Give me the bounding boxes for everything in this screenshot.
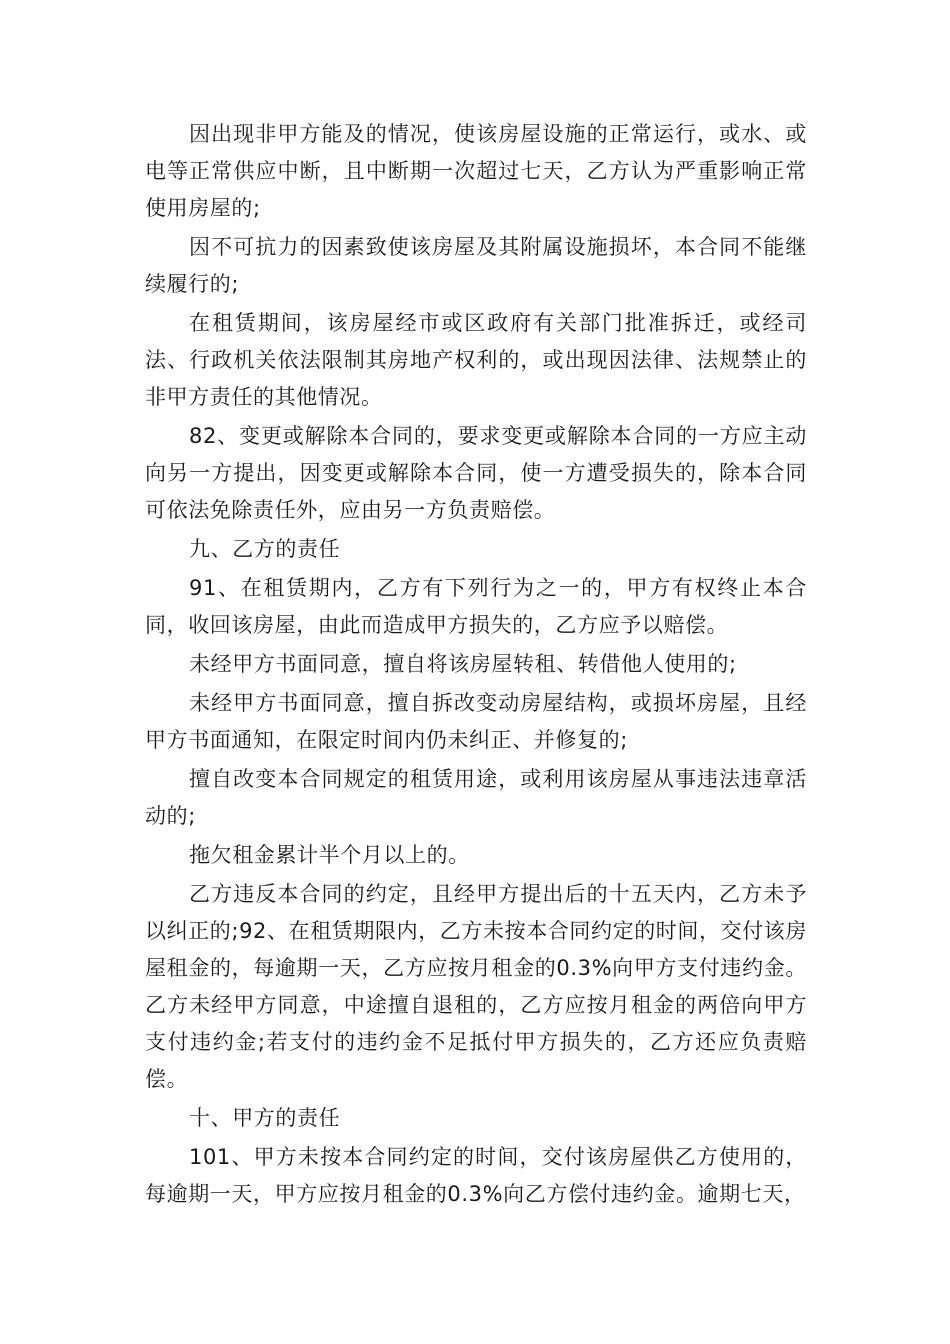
document-body	[145, 116, 807, 1215]
paragraph: 拖欠租金累计半个月以上的。	[189, 843, 470, 867]
section-heading: 九、乙方的责任	[189, 537, 341, 561]
paragraph: 82、变更或解除本合同的，要求变更或解除本合同的一方应主动向另一方提出，因变更或解除本合同，使一方遭受损失的，除本合同可依法免除责任外，应由另一方负责赔偿。	[145, 424, 807, 522]
paragraph: 因不可抗力的因素致使该房屋及其附属设施损坏，本合同不能继续履行的;	[145, 235, 807, 296]
section-heading: 十、甲方的责任	[189, 1106, 341, 1130]
paragraph: 因出现非甲方能及的情况，使该房屋设施的正常运行，或水、或电等正常供应中断，且中断期一次超过七天，乙方认为严重影响正常使用房屋的;	[145, 122, 807, 220]
paragraph: 在租赁期间，该房屋经市或区政府有关部门批准拆迁，或经司法、行政机关依法限制其房地产权利的，或出现因法律、法规禁止的非甲方责任的其他情况。	[145, 311, 807, 409]
paragraph: 未经甲方书面同意，擅自拆改变动房屋结构，或损坏房屋，且经甲方书面通知，在限定时间内仍未纠正、并修复的;	[145, 691, 807, 752]
paragraph: 101、甲方未按本合同约定的时间，交付该房屋供乙方使用的，每逾期一天，甲方应按月租金的0.3%向乙方偿付违约金。逾期七天，	[145, 1145, 807, 1206]
paragraph: 擅自改变本合同规定的租赁用途，或利用该房屋从事违法违章活动的;	[145, 767, 807, 828]
paragraph: 乙方违反本合同的约定，且经甲方提出后的十五天内，乙方未予以纠正的;92、在租赁期限内，乙方未按本合同约定的时间，交付该房屋租金的，每逾期一天，乙方应按月租金的0.3%向甲方支付违约金。乙方未经甲方同意，中途擅自退租的，乙方应按月租金的两倍向甲方支付违约金;若支付的违约金不足抵付甲方损失的，乙方还应负责赔偿。	[145, 882, 807, 1091]
paragraph: 未经甲方书面同意，擅自将该房屋转租、转借他人使用的;	[189, 652, 737, 676]
paragraph: 91、在租赁期内，乙方有下列行为之一的，甲方有权终止本合同，收回该房屋，由此而造成甲方损失的，乙方应予以赔偿。	[145, 576, 807, 637]
